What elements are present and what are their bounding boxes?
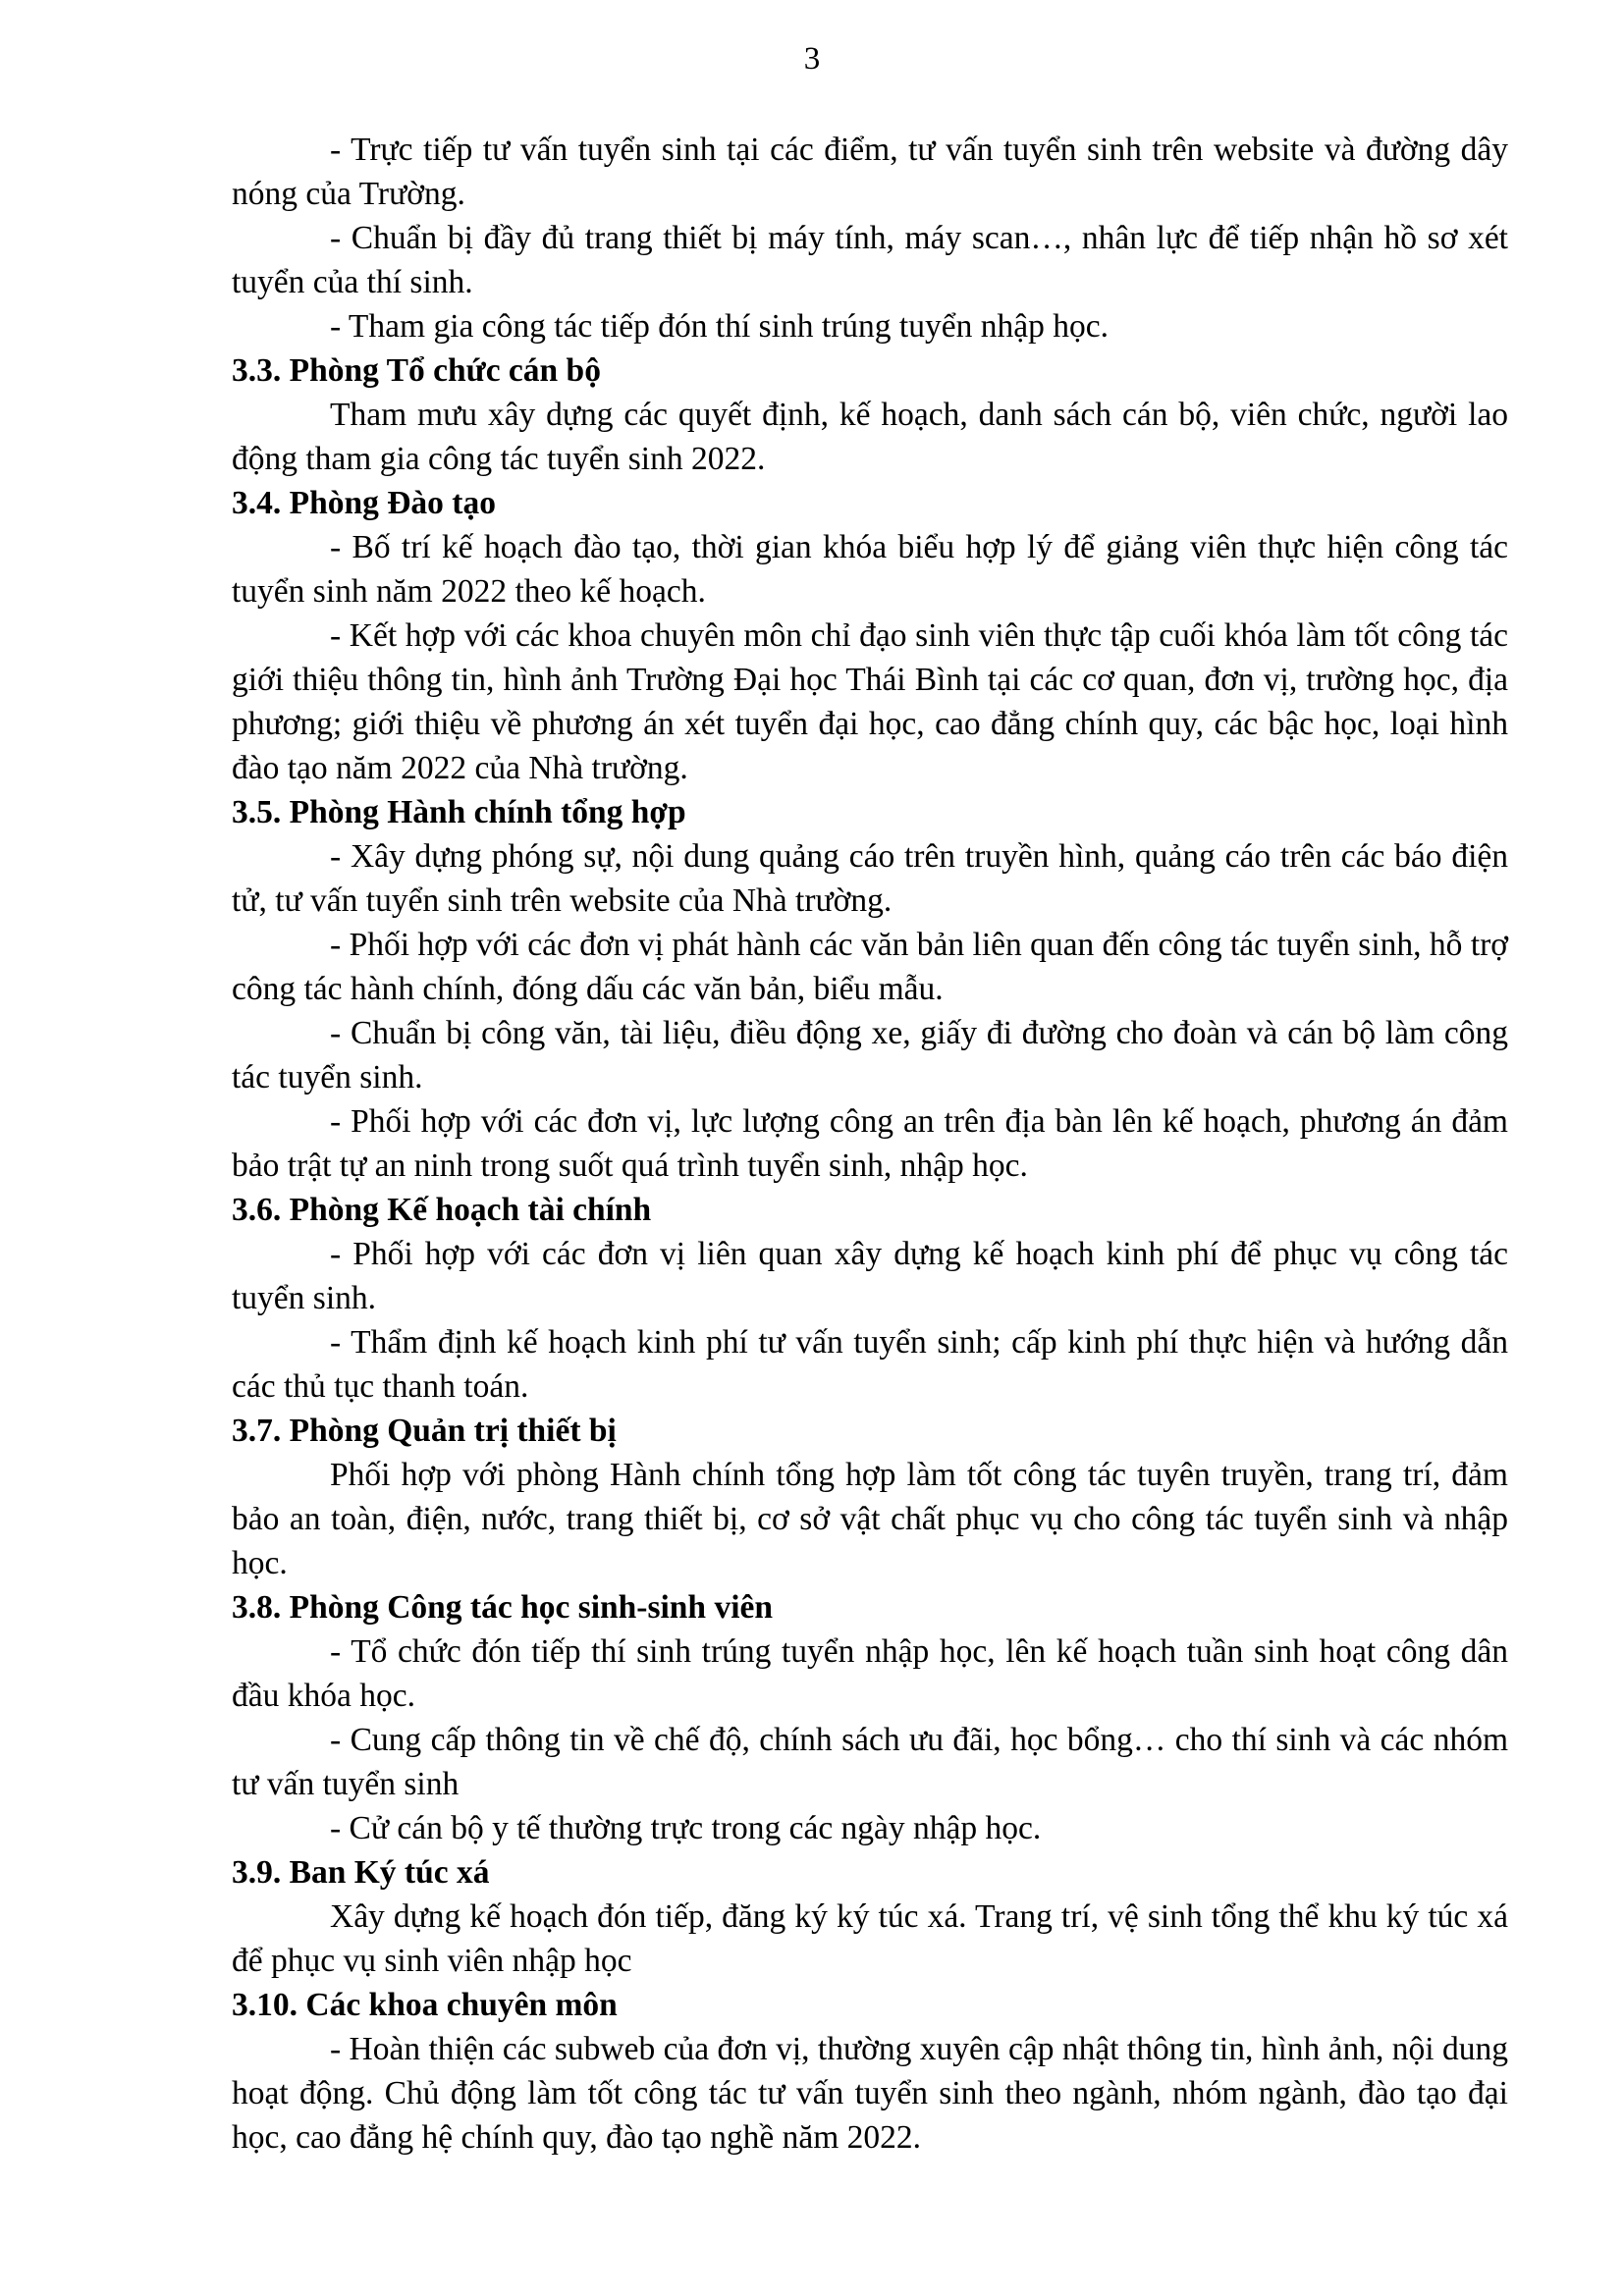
- paragraph: - Trực tiếp tư vấn tuyển sinh tại các điểm, tư vấn tuyển sinh trên website và đường dây nóng của Trường.: [232, 132, 1508, 212]
- paragraph: - Cử cán bộ y tế thường trực trong các ngày nhập học.: [330, 1810, 1042, 1846]
- paragraph: - Kết hợp với các khoa chuyên môn chỉ đạo sinh viên thực tập cuối khóa làm tốt công tác giới thiệu thông tin, hình ảnh Trường Đại học Thái Bình tại các cơ quan, đơn vị, trường học, địa phương; giới thiệu về phương án xét tuyển đại học, cao đẳng chính quy, các bậc học, loại hình đào tạo năm 2022 của Nhà trường.: [232, 617, 1508, 786]
- paragraph: - Phối hợp với các đơn vị liên quan xây dựng kế hoạch kinh phí để phục vụ công tác tuyển sinh.: [232, 1236, 1508, 1316]
- paragraph: - Bố trí kế hoạch đào tạo, thời gian khóa biểu hợp lý để giảng viên thực hiện công tác tuyển sinh năm 2022 theo kế hoạch.: [232, 529, 1508, 610]
- section-heading: 3.7. Phòng Quản trị thiết bị: [232, 1413, 617, 1449]
- section-heading: 3.9. Ban Ký túc xá: [232, 1854, 490, 1891]
- section-heading: 3.6. Phòng Kế hoạch tài chính: [232, 1192, 652, 1228]
- paragraph: - Chuẩn bị công văn, tài liệu, điều động xe, giấy đi đường cho đoàn và cán bộ làm công tác tuyển sinh.: [232, 1015, 1508, 1095]
- paragraph: - Tổ chức đón tiếp thí sinh trúng tuyển nhập học, lên kế hoạch tuần sinh hoạt công dân đầu khóa học.: [232, 1633, 1508, 1714]
- paragraph: Xây dựng kế hoạch đón tiếp, đăng ký ký túc xá. Trang trí, vệ sinh tổng thể khu ký túc xá để phục vụ sinh viên nhập học: [232, 1898, 1508, 1979]
- paragraph: - Phối hợp với các đơn vị phát hành các văn bản liên quan đến công tác tuyển sinh, hỗ trợ công tác hành chính, đóng dấu các văn bản, biểu mẫu.: [232, 927, 1508, 1007]
- paragraph: Phối hợp với phòng Hành chính tổng hợp làm tốt công tác tuyên truyền, trang trí, đảm bảo an toàn, điện, nước, trang thiết bị, cơ sở vật chất phục vụ cho công tác tuyển sinh và nhập học.: [232, 1457, 1508, 1581]
- paragraph: - Xây dựng phóng sự, nội dung quảng cáo trên truyền hình, quảng cáo trên các báo điện tử, tư vấn tuyển sinh trên website của Nhà trường.: [232, 838, 1508, 919]
- section-heading: 3.4. Phòng Đào tạo: [232, 485, 496, 521]
- paragraph: - Chuẩn bị đầy đủ trang thiết bị máy tính, máy scan…, nhân lực để tiếp nhận hồ sơ xét tuyển của thí sinh.: [232, 220, 1508, 300]
- paragraph: - Cung cấp thông tin về chế độ, chính sách ưu đãi, học bổng… cho thí sinh và các nhóm tư vấn tuyển sinh: [232, 1722, 1508, 1802]
- page-number: 3: [803, 41, 821, 77]
- paragraph: - Tham gia công tác tiếp đón thí sinh trúng tuyển nhập học.: [330, 308, 1109, 345]
- section-heading: 3.8. Phòng Công tác học sinh-sinh viên: [232, 1589, 773, 1626]
- section-heading: 3.5. Phòng Hành chính tổng hợp: [232, 794, 686, 830]
- paragraph: - Phối hợp với các đơn vị, lực lượng công an trên địa bàn lên kế hoạch, phương án đảm bảo trật tự an ninh trong suốt quá trình tuyển sinh, nhập học.: [232, 1103, 1508, 1184]
- paragraph: Tham mưu xây dựng các quyết định, kế hoạch, danh sách cán bộ, viên chức, người lao động tham gia công tác tuyển sinh 2022.: [232, 397, 1508, 477]
- section-heading: 3.10. Các khoa chuyên môn: [232, 1987, 618, 2023]
- paragraph: - Hoàn thiện các subweb của đơn vị, thường xuyên cập nhật thông tin, hình ảnh, nội dung hoạt động. Chủ động làm tốt công tác tư vấn tuyển sinh theo ngành, nhóm ngành, đào tạo đại học, cao đẳng hệ chính quy, đào tạo nghề năm 2022.: [232, 2031, 1508, 2156]
- paragraph: - Thẩm định kế hoạch kinh phí tư vấn tuyển sinh; cấp kinh phí thực hiện và hướng dẫn các thủ tục thanh toán.: [232, 1324, 1508, 1405]
- document-body: [232, 128, 1508, 2160]
- section-heading: 3.3. Phòng Tổ chức cán bộ: [232, 352, 601, 389]
